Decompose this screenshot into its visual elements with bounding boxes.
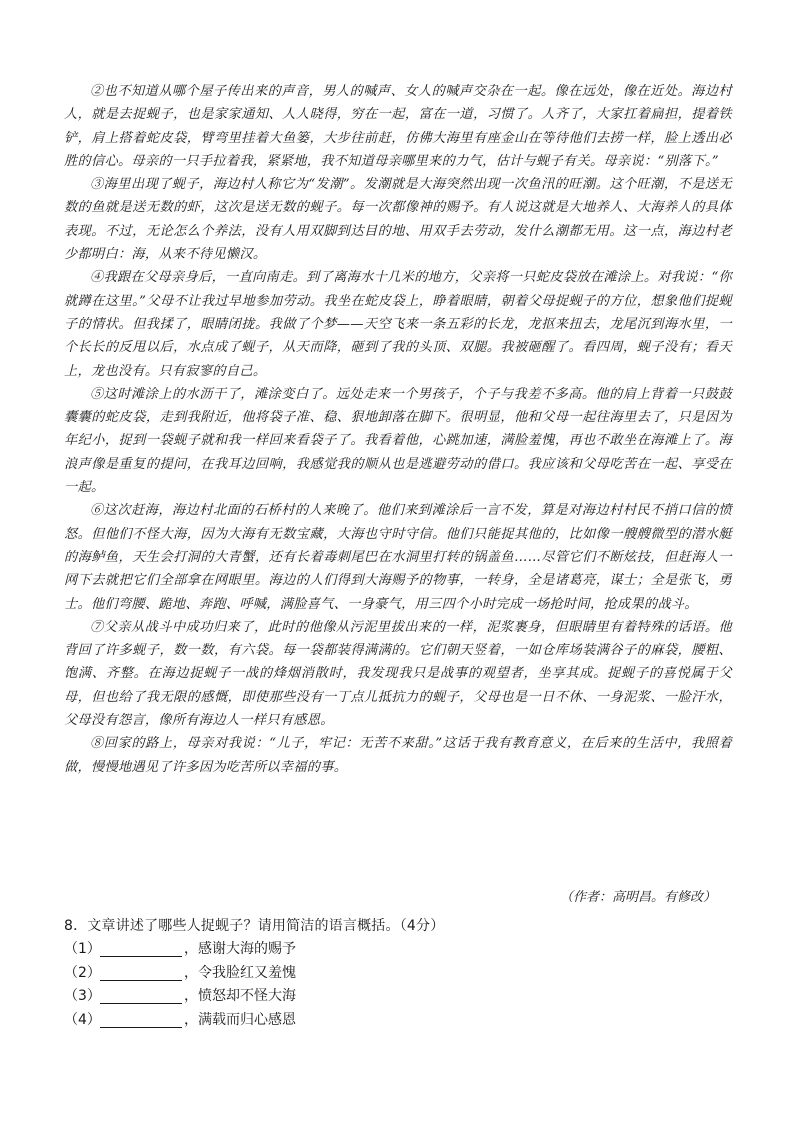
- answer-text: ，满载而归心感恩: [184, 1011, 296, 1028]
- answer-blank[interactable]: [100, 1013, 182, 1028]
- reading-passage: [64, 80, 732, 779]
- answer-number: （1）: [64, 941, 101, 957]
- answer-item-3: [64, 985, 464, 1009]
- answer-item-1: [64, 938, 464, 962]
- paragraph-6: ⑥这次赶海，海边村北面的石桥村的人来晚了。他们来到滩涂后一言不发，算是对海边村村民不捎口信的愤怒。但他们不怪大海，因为大海有无数宝藏，大海也守时守信。他们只能捉其他的，比如像一艘艘微型的潜水艇的海鲈鱼，天生会打洞的大青蟹，还有长着毒刺尾巴在水洞里打转的锅盖鱼……尽管它们不断炫技，但赶海人一网下去就把它们全部拿在网眼里。海边的人们得到大海赐予的物事，一转身，全是诸葛亮，谋士；全是张飞，勇士。他们弯腰、跪地、奔跑、呼喊，满脸喜气、一身豪气，用三四个小时完成一场抢时间，抢成果的战斗。: [64, 503, 732, 612]
- paragraph-2: ②也不知道从哪个屋子传出来的声音，男人的喊声、女人的喊声交杂在一起。像在远处，像在近处。海边村人，就是去捉蚬子，也是家家通知、人人晓得，穷在一起，富在一道，习惯了。人齐了，大家扛着扁担，提着铁铲，肩上搭着蛇皮袋，臂弯里挂着大鱼篓，大步往前赶，仿佛大海里有座金山在等待他们去捞一样，脸上透出必胜的信心。母亲的一只手拉着我，紧紧地，我不知道母亲哪里来的力气，估计与蚬子有关。母亲说：“别落下。”: [64, 84, 732, 169]
- answer-text: ，令我脸红又羞愧: [184, 964, 296, 981]
- answer-blank[interactable]: [100, 989, 182, 1004]
- answer-number: （3）: [64, 988, 101, 1004]
- paragraph-8: ⑧回家的路上，母亲对我说：“儿子，牢记：无苦不来甜。”这话于我有教育意义，在后来的生活中，我照着做，慢慢地遇见了许多因为吃苦所以幸福的事。: [64, 736, 732, 775]
- paragraph-5: ⑤这时滩涂上的水沥干了，滩涂变白了。远处走来一个男孩子，个子与我差不多高。他的肩上背着一只鼓鼓囊囊的蛇皮袋，走到我附近，他将袋子准、稳、狠地卸落在脚下。很明显，他和父母一起往海里去了，只是因为年纪小，捉到一袋蚬子就和我一样回来看袋子了。我看着他，心跳加速，满脸羞愧，再也不敢坐在海滩上了。海浪声像是重复的提问，在我耳边回响，我感觉我的顺从也是逃避劳动的借口。我应该和父母吃苦在一起、享受在一起。: [64, 386, 732, 496]
- paragraph-7: ⑦父亲从战斗中成功归来了，此时的他像从污泥里拔出来的一样，泥浆裹身，但眼睛里有着特殊的话语。他背回了许多蚬子，数一数，有六袋。每一袋都装得满满的。它们朝天竖着，一如仓库场装满谷子的麻袋，腰粗、饱满、齐整。在海边捉蚬子一战的烽烟消散时，我发现我只是战事的观望者，坐享其成。捉蚬子的喜悦属于父母，但也给了我无限的感慨，即使那些没有一丁点儿抵抗力的蚬子，父母也是一日不休、一身泥浆、一脸汗水，父母没有怨言，像所有海边人一样只有感恩。: [64, 619, 732, 729]
- answer-text: ，愤怒却不怪大海: [184, 988, 296, 1004]
- answer-item-2: [64, 962, 464, 986]
- answer-text: ，感谢大海的赐予: [184, 941, 296, 957]
- author-source: （作者：高明昌。有修改）: [560, 890, 717, 905]
- answer-blank[interactable]: [100, 966, 182, 981]
- answer-item-4: [64, 1009, 464, 1033]
- answer-blank[interactable]: [100, 942, 182, 957]
- question-8-prompt: 8．文章讲述了哪些人捉蚬子？请用简洁的语言概括。（4分）: [64, 918, 445, 934]
- answer-number: （2）: [64, 964, 101, 981]
- paragraph-3: ③海里出现了蚬子，海边村人称它为“发潮”。发潮就是大海突然出现一次鱼汛的旺潮。这个旺潮，不是送无数的鱼就是送无数的虾，这次是送无数的蚬子。每一次都像神的赐予。有人说这就是大地养人、大海养人的具体表现。不过，无论怎么个养法，没有人用双脚到达目的地、用双手去劳动，发什么潮都无用。这一点，海边村老少都明白：海，从来不待见懒汉。: [64, 177, 732, 263]
- answer-list: [64, 938, 464, 1032]
- paragraph-4: ④我跟在父母亲身后，一直向南走。到了离海水十几米的地方，父亲将一只蛇皮袋放在滩涂上。对我说：“你就蹲在这里。”父母不让我过早地参加劳动。我坐在蛇皮袋上，睁着眼睛，朝着父母捉蚬子的方位，想象他们捉蚬子的情状。但我揉了，眼睛闭拢。我做了个梦——天空飞来一条五彩的长龙，龙抠来扭去，龙尾沉到海水里，一个长长的反甩以后，水点成了蚬子，从天而降，砸到了我的头顶、双腿。我被砸醒了。看四周，蚬子没有；看天上，龙也没有。只有寂寥的自己。: [64, 270, 732, 379]
- answer-number: （4）: [64, 1011, 101, 1028]
